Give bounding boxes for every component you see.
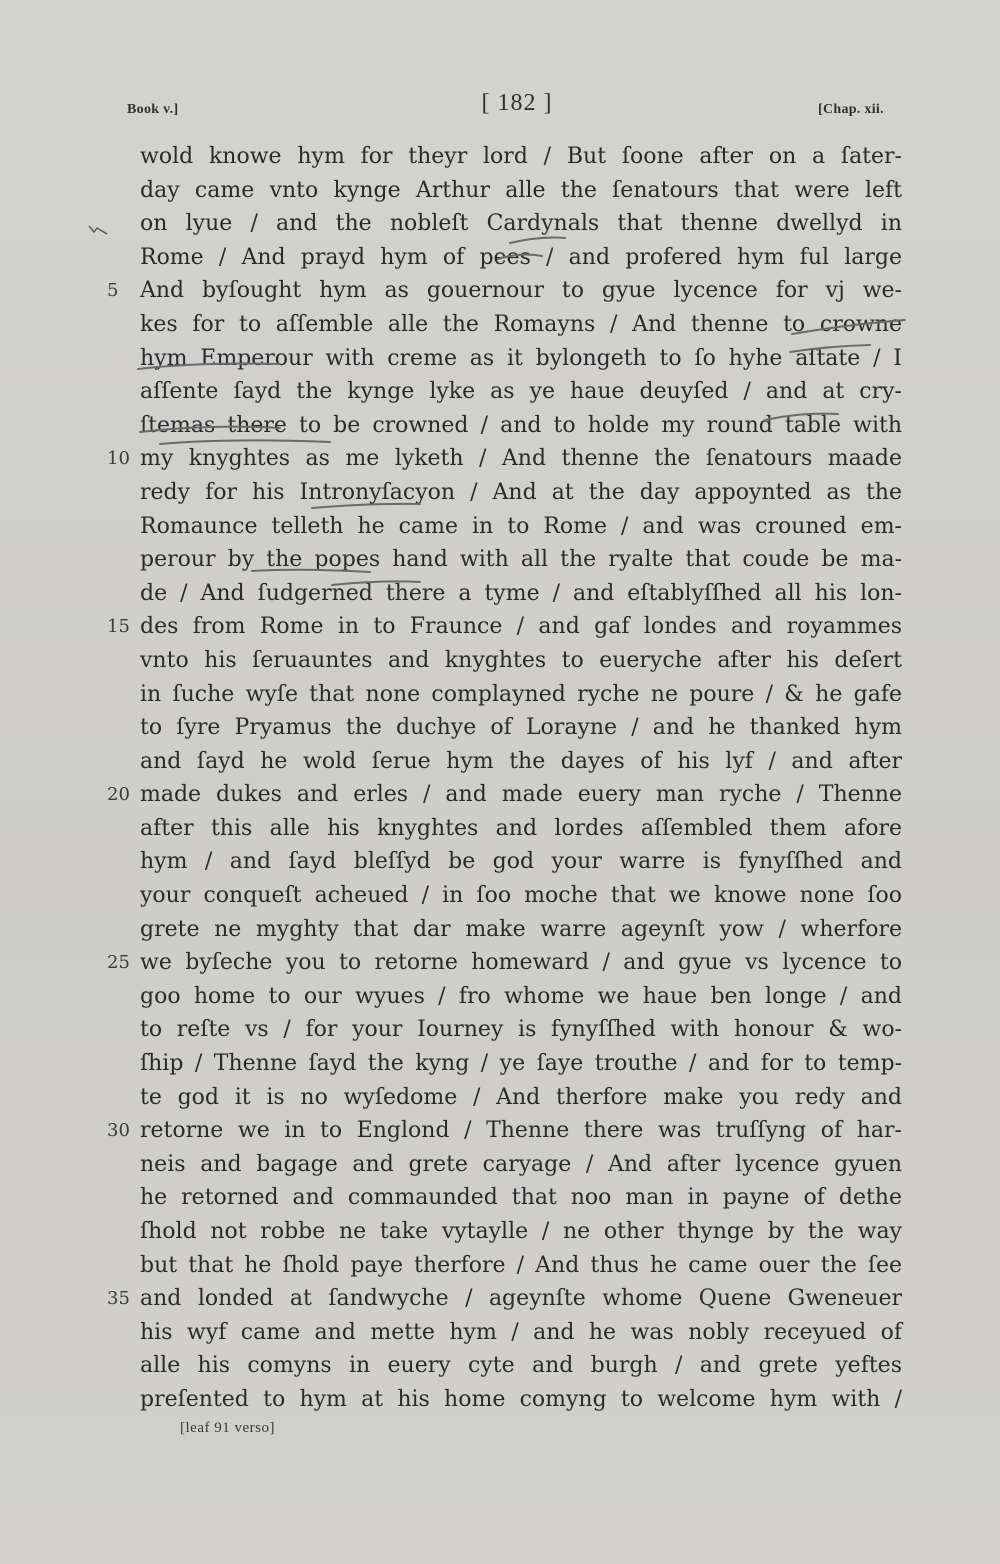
text-line bbox=[140, 1148, 902, 1182]
line-text: we byſeche you to retorne homeward / and gyue vs lycence to bbox=[140, 950, 902, 976]
line-text: Romaunce telleth he came in to Rome / and was crouned em- bbox=[140, 513, 902, 539]
text-line bbox=[140, 543, 902, 577]
line-text: to ſyre Pryamus the duchye of Lorayne / and he thanked hym bbox=[140, 715, 902, 741]
text-line bbox=[140, 342, 902, 376]
text-line bbox=[107, 1114, 902, 1148]
line-text: his wyf came and mette hym / and he was nobly receyued of bbox=[140, 1319, 902, 1345]
line-text: ſhip / Thenne ſayd the kyng / ye ſaye trouthe / and for to temp- bbox=[140, 1051, 902, 1077]
line-text: made dukes and erles / and made euery man ryche / Thenne bbox=[140, 782, 902, 808]
text-line bbox=[140, 980, 902, 1014]
line-text: he retorned and commaunded that noo man in payne of dethe bbox=[140, 1185, 902, 1211]
line-number: 30 bbox=[107, 1120, 130, 1142]
text-line bbox=[140, 1013, 902, 1047]
line-number: 10 bbox=[107, 448, 130, 470]
text-line bbox=[107, 610, 902, 644]
line-text: de / And ſudgerned there a tyme / and eſtablyſſhed all his lon- bbox=[140, 580, 902, 606]
line-text: redy for his Intronyſacyon / And at the day appoynted as the bbox=[140, 479, 902, 505]
leaf-note: [leaf 91 verso] bbox=[180, 1420, 275, 1436]
line-text: and londed at ſandwyche / ageynſte whome Quene Gweneuer bbox=[140, 1286, 902, 1312]
line-text: day came vnto kynge Arthur alle the ſenatours that were left bbox=[140, 177, 902, 203]
text-line bbox=[140, 913, 902, 947]
text-line bbox=[140, 644, 902, 678]
text-line bbox=[140, 241, 902, 275]
line-text: to reſte vs / for your Iourney is fynyſſhed with honour & wo- bbox=[140, 1017, 902, 1043]
line-text: grete ne myghty that dar make warre ageynſt yow / wherfore bbox=[140, 916, 902, 942]
line-text: but that he ſhold paye therfore / And thus he came ouer the ſee bbox=[140, 1252, 902, 1278]
text-line bbox=[140, 1181, 902, 1215]
line-text: in ſuche wyſe that none complayned ryche ne poure / & he gafe bbox=[140, 681, 902, 707]
page-number: [ 182 ] bbox=[481, 90, 553, 116]
line-text: wold knowe hym for theyr lord / But ſoone after on a ſater- bbox=[140, 144, 902, 169]
text-line bbox=[140, 711, 902, 745]
text-line bbox=[140, 207, 902, 241]
text-line bbox=[140, 1081, 902, 1115]
text-line bbox=[140, 845, 902, 879]
text-line bbox=[107, 274, 902, 308]
line-text: aſſente ſayd the kynge lyke as ye haue deuyſed / and at cry- bbox=[140, 379, 902, 405]
line-text: des from Rome in to Fraunce / and gaf londes and royammes bbox=[140, 614, 902, 640]
text-line bbox=[140, 577, 902, 611]
line-text: perour by the popes hand with all the ryalte that coude be ma- bbox=[140, 547, 902, 573]
text-line bbox=[140, 1383, 902, 1417]
text-line bbox=[140, 510, 902, 544]
text-line bbox=[107, 1282, 902, 1316]
text-line bbox=[140, 174, 902, 208]
line-text: hym / and ſayd bleſſyd be god your warre is fynyſſhed and bbox=[140, 849, 902, 875]
line-number: 35 bbox=[107, 1288, 130, 1310]
text-line bbox=[107, 442, 902, 476]
line-text: hym Emperour with creme as it bylongeth to ſo hyhe aſtate / I bbox=[140, 345, 902, 371]
chapter-label: [Chap. xii. bbox=[818, 102, 884, 117]
line-text: te god it is no wyſedome / And therfore make you redy and bbox=[140, 1084, 902, 1110]
line-text: preſented to hym at his home comyng to welcome hym with / bbox=[140, 1386, 902, 1412]
line-text: vnto his ſeruauntes and knyghtes to eueryche after his deſert bbox=[140, 647, 902, 673]
line-text: neis and bagage and grete caryage / And after lycence gyuen bbox=[140, 1151, 902, 1177]
text-line bbox=[140, 308, 902, 342]
text-line bbox=[140, 1215, 902, 1249]
running-header bbox=[0, 90, 1000, 120]
text-line bbox=[140, 1249, 902, 1283]
text-line bbox=[140, 1316, 902, 1350]
text-line bbox=[140, 879, 902, 913]
text-line bbox=[107, 778, 902, 812]
line-text: And byſought hym as gouernour to gyue lycence for vj we- bbox=[140, 278, 902, 304]
text-line bbox=[140, 812, 902, 846]
text-line bbox=[140, 1047, 902, 1081]
text-line bbox=[140, 745, 902, 779]
line-number: 25 bbox=[107, 952, 130, 974]
line-text: kes for to aſſemble alle the Romayns / And thenne to crowne bbox=[140, 311, 902, 337]
line-number: 15 bbox=[107, 616, 130, 638]
book-label: Book v.] bbox=[127, 102, 179, 117]
text-line bbox=[140, 375, 902, 409]
text-line bbox=[140, 476, 902, 510]
line-text: on lyue / and the nobleſt Cardynals that thenne dwellyd in bbox=[140, 211, 902, 237]
line-text: and ſayd he wold ſerue hym the dayes of his lyf / and after bbox=[140, 748, 902, 774]
text-line bbox=[107, 946, 902, 980]
line-text: Rome / And prayd hym of pees / and profered hym ful large bbox=[140, 244, 902, 270]
line-number: 20 bbox=[107, 784, 130, 806]
line-text: after this alle his knyghtes and lordes aſſembled them afore bbox=[140, 815, 902, 841]
line-text: ſtemas there to be crowned / and to holde my round table with bbox=[140, 412, 902, 438]
body-text bbox=[107, 140, 902, 1417]
margin-pencil-mark-icon bbox=[88, 222, 108, 236]
line-text: ſhold not robbe ne take vytaylle / ne other thynge by the way bbox=[140, 1219, 902, 1244]
text-line bbox=[140, 1349, 902, 1383]
line-text: your conqueſt acheued / in ſoo moche that we knowe none ſoo bbox=[140, 883, 902, 909]
line-text: my knyghtes as me lyketh / And thenne the ſenatours maade bbox=[140, 446, 902, 472]
text-line bbox=[140, 678, 902, 712]
line-number: 5 bbox=[107, 280, 119, 302]
line-text: goo home to our wyues / fro whome we haue ben longe / and bbox=[140, 983, 902, 1009]
text-line bbox=[140, 409, 902, 443]
line-text: retorne we in to Englond / Thenne there was truſſyng of har- bbox=[140, 1118, 902, 1144]
line-text: alle his comyns in euery cyte and burgh / and grete yeftes bbox=[140, 1353, 902, 1379]
text-line bbox=[140, 140, 902, 174]
